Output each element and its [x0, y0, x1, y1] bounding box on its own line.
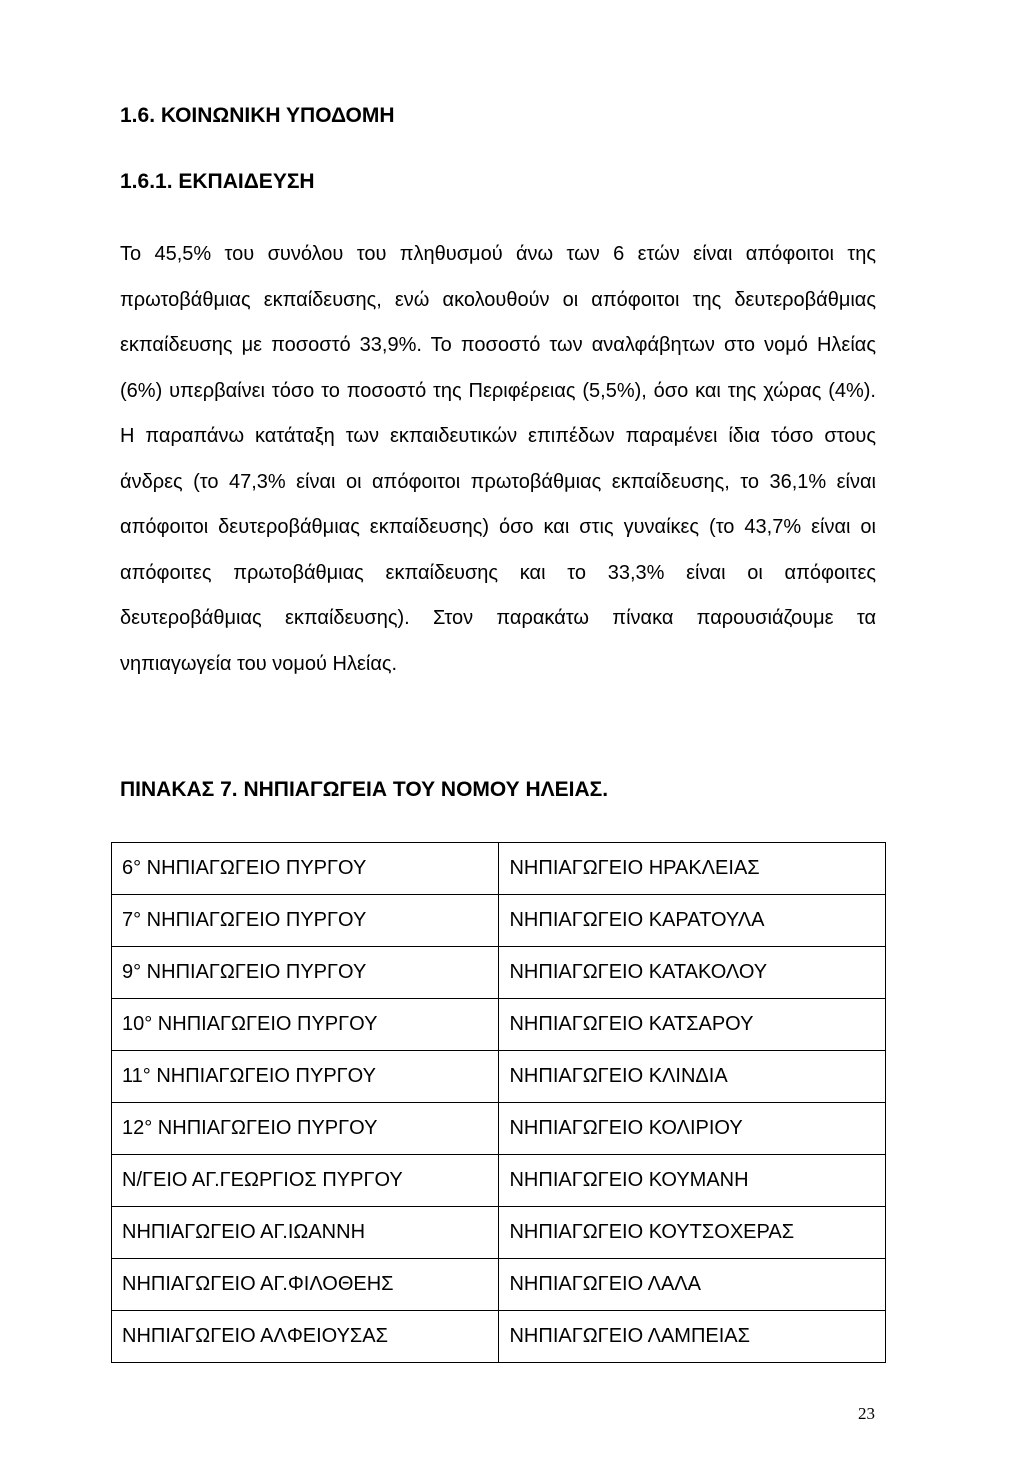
table-row	[112, 999, 886, 1051]
table-row	[112, 1311, 886, 1363]
table-row	[112, 1103, 886, 1155]
section-heading: 1.6. ΚΟΙΝΩΝΙΚΗ ΥΠΟΔΟΜΗ	[120, 104, 395, 127]
table-cell: 11° ΝΗΠΙΑΓΩΓΕΙΟ ΠΥΡΓΟΥ	[112, 1051, 499, 1103]
table-cell: ΝΗΠΙΑΓΩΓΕΙΟ ΚΑΡΑΤΟΥΛΑ	[499, 895, 886, 947]
table-cell: ΝΗΠΙΑΓΩΓΕΙΟ ΑΛΦΕΙΟΥΣΑΣ	[112, 1311, 499, 1363]
table-cell: 10° ΝΗΠΙΑΓΩΓΕΙΟ ΠΥΡΓΟΥ	[112, 999, 499, 1051]
kindergarten-table	[111, 842, 886, 1363]
table-cell: ΝΗΠΙΑΓΩΓΕΙΟ ΚΛΙΝΔΙΑ	[499, 1051, 886, 1103]
table-row	[112, 843, 886, 895]
paragraph: Το 45,5% του συνόλου του πληθυσμού άνω των 6 ετών είναι απόφοιτοι της πρωτοβάθμιας εκπαίδευσης, ενώ ακολουθούν οι απόφοιτοι της δευτεροβάθμιας εκπαίδευσης με ποσοστό 33,9%. Το ποσοστό των αναλφάβητων στο νομό Ηλείας (6%) υπερβαίνει τόσο το ποσοστό της Περιφέρειας (5,5%), όσο και της χώρας (4%). Η παραπάνω κατάταξη των εκπαιδευτικών επιπέδων παραμένει ίδια τόσο στους άνδρες (το 47,3% είναι οι απόφοιτοι πρωτοβάθμιας εκπαίδευσης, το 36,1% είναι απόφοιτοι δευτεροβάθμιας εκπαίδευσης) όσο και στις γυναίκες (το 43,7% είναι οι απόφοιτες πρωτοβάθμιας εκπαίδευσης και το 33,3% είναι οι απόφοιτες δευτεροβάθμιας εκπαίδευσης). Στον παρακάτω πίνακα παρουσιάζουμε τα νηπιαγωγεία του νομού Ηλείας.	[120, 243, 876, 675]
table-cell: ΝΗΠΙΑΓΩΓΕΙΟ ΑΓ.ΦΙΛΟΘΕΗΣ	[112, 1259, 499, 1311]
table-cell: ΝΗΠΙΑΓΩΓΕΙΟ ΚΑΤΑΚΟΛΟΥ	[499, 947, 886, 999]
body-text	[120, 232, 876, 687]
table-cell: ΝΗΠΙΑΓΩΓΕΙΟ ΛΑΛΑ	[499, 1259, 886, 1311]
table-row	[112, 1259, 886, 1311]
table-row	[112, 1155, 886, 1207]
table-row	[112, 947, 886, 999]
table-cell: 6° ΝΗΠΙΑΓΩΓΕΙΟ ΠΥΡΓΟΥ	[112, 843, 499, 895]
table-row	[112, 895, 886, 947]
table-row	[112, 1207, 886, 1259]
table-cell: 7° ΝΗΠΙΑΓΩΓΕΙΟ ΠΥΡΓΟΥ	[112, 895, 499, 947]
table-cell: ΝΗΠΙΑΓΩΓΕΙΟ ΚΟΥΜΑΝΗ	[499, 1155, 886, 1207]
table-cell: Ν/ΓΕΙΟ ΑΓ.ΓΕΩΡΓΙΟΣ ΠΥΡΓΟΥ	[112, 1155, 499, 1207]
table-cell: ΝΗΠΙΑΓΩΓΕΙΟ ΗΡΑΚΛΕΙΑΣ	[499, 843, 886, 895]
page-number: 23	[858, 1404, 875, 1423]
table-cell: ΝΗΠΙΑΓΩΓΕΙΟ ΛΑΜΠΕΙΑΣ	[499, 1311, 886, 1363]
table-cell: ΝΗΠΙΑΓΩΓΕΙΟ ΚΑΤΣΑΡΟΥ	[499, 999, 886, 1051]
table-cell: 9° ΝΗΠΙΑΓΩΓΕΙΟ ΠΥΡΓΟΥ	[112, 947, 499, 999]
table-row	[112, 1051, 886, 1103]
table-title: ΠΙΝΑΚΑΣ 7. ΝΗΠΙΑΓΩΓΕΙΑ ΤΟΥ ΝΟΜΟΥ ΗΛΕΙΑΣ.	[120, 778, 609, 801]
table-cell: ΝΗΠΙΑΓΩΓΕΙΟ ΚΟΛΙΡΙΟΥ	[499, 1103, 886, 1155]
table-cell: ΝΗΠΙΑΓΩΓΕΙΟ ΚΟΥΤΣΟΧΕΡΑΣ	[499, 1207, 886, 1259]
subsection-heading: 1.6.1. ΕΚΠΑΙΔΕΥΣΗ	[120, 170, 315, 193]
table-cell: 12° ΝΗΠΙΑΓΩΓΕΙΟ ΠΥΡΓΟΥ	[112, 1103, 499, 1155]
table-cell: ΝΗΠΙΑΓΩΓΕΙΟ ΑΓ.ΙΩΑΝΝΗ	[112, 1207, 499, 1259]
